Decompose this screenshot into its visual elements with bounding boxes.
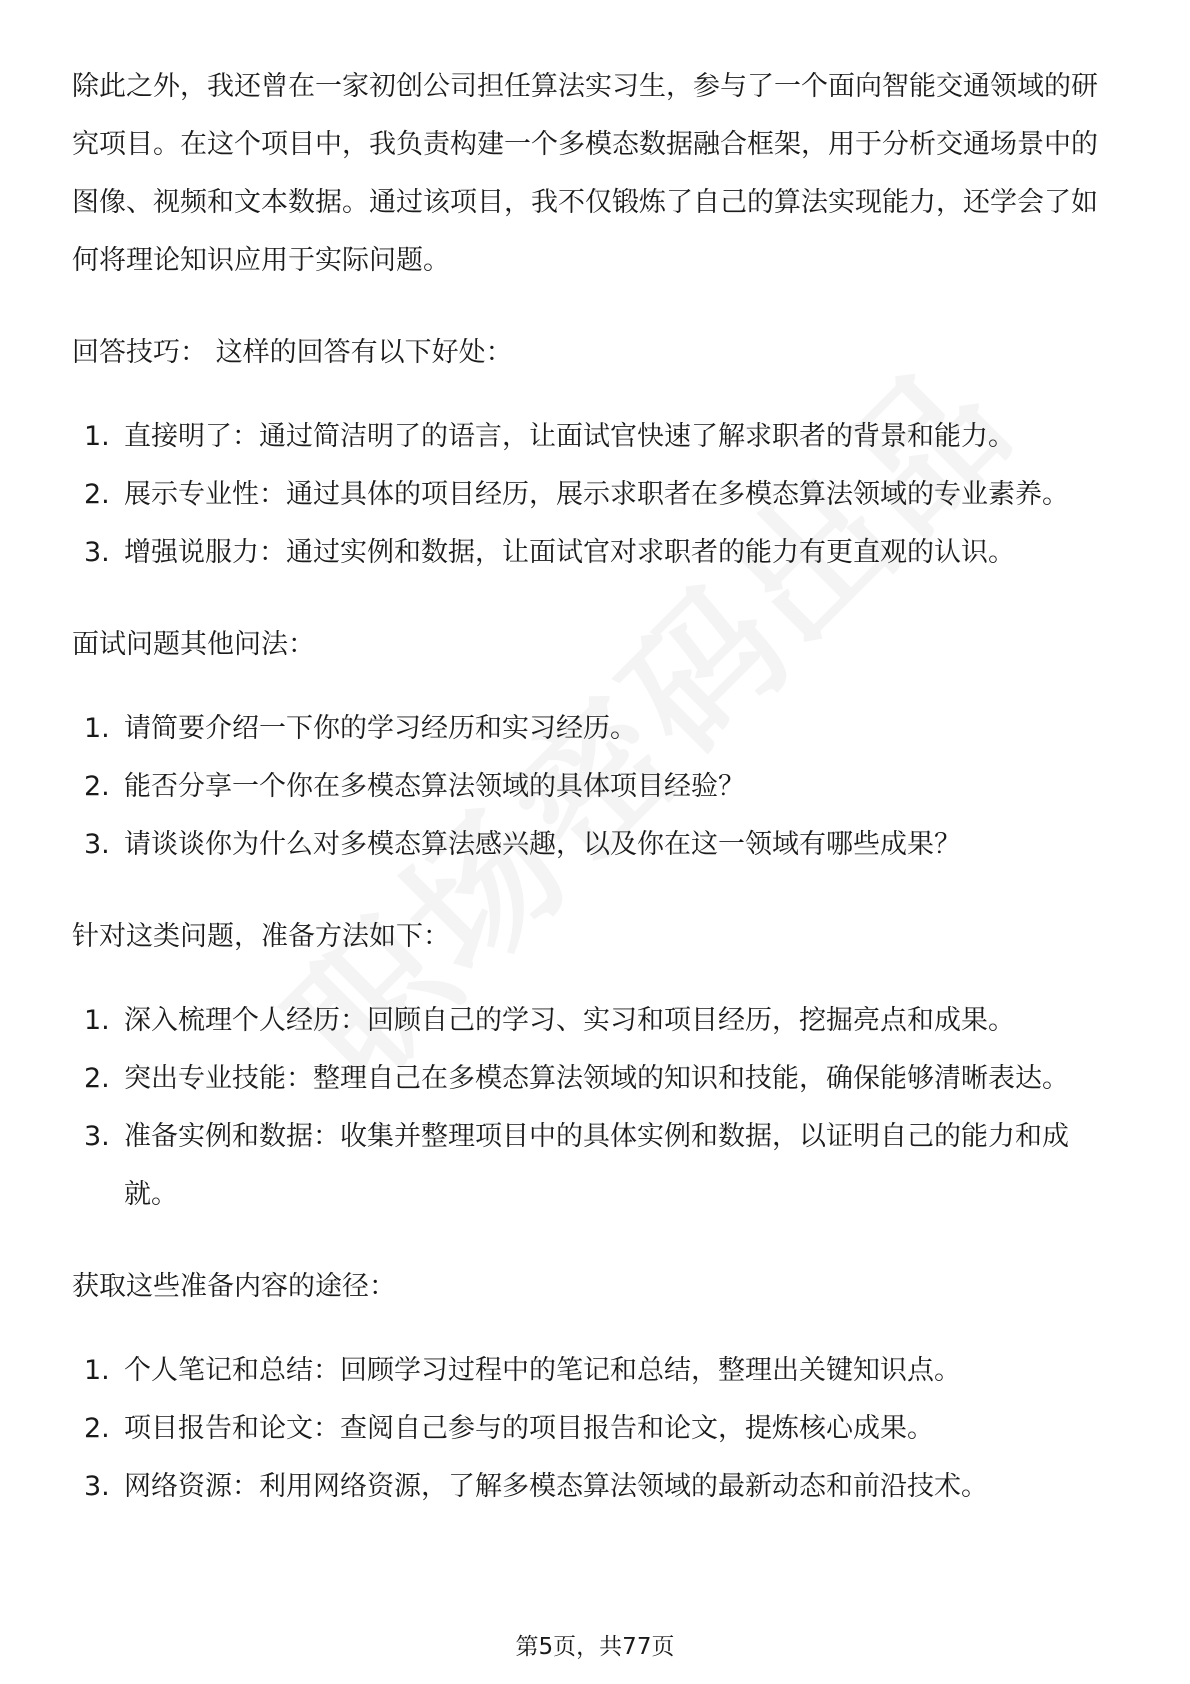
- list-item: [72, 1108, 1122, 1224]
- list-item-text: 准备实例和数据：收集并整理项目中的具体实例和数据，以证明自己的能力和成就。: [124, 1121, 1069, 1210]
- list-number: 1.: [84, 713, 110, 744]
- list-item: [72, 466, 1122, 524]
- list-item: [72, 700, 1122, 758]
- list-item: [72, 408, 1122, 466]
- list-number: 3.: [84, 1121, 110, 1152]
- list-item-text: 项目报告和论文：查阅自己参与的项目报告和论文，提炼核心成果。: [124, 1413, 934, 1444]
- list-item: [72, 758, 1122, 816]
- tips-list: [72, 408, 1122, 582]
- list-number: 2.: [84, 1413, 110, 1444]
- alternatives-heading: 面试问题其他问法：: [72, 629, 315, 660]
- list-item-text: 网络资源：利用网络资源，了解多模态算法领域的最新动态和前沿技术。: [124, 1471, 988, 1502]
- tips-heading: 回答技巧： 这样的回答有以下好处：: [72, 337, 513, 368]
- list-item: [72, 1458, 1122, 1516]
- list-number: 2.: [84, 479, 110, 510]
- list-item-text: 个人笔记和总结：回顾学习过程中的笔记和总结，整理出关键知识点。: [124, 1355, 961, 1386]
- alternatives-list: [72, 700, 1122, 874]
- list-item-text: 请谈谈你为什么对多模态算法感兴趣，以及你在这一领域有哪些成果？: [124, 829, 961, 860]
- list-number: 3.: [84, 829, 110, 860]
- page-number: 第5页，共77页: [515, 1634, 675, 1660]
- list-item-text: 增强说服力：通过实例和数据，让面试官对求职者的能力有更直观的认识。: [124, 537, 1015, 568]
- preparation-heading: 针对这类问题，准备方法如下：: [72, 921, 450, 952]
- list-item: [72, 1400, 1122, 1458]
- list-item-text: 能否分享一个你在多模态算法领域的具体项目经验？: [124, 771, 745, 802]
- list-item-text: 深入梳理个人经历：回顾自己的学习、实习和项目经历，挖掘亮点和成果。: [124, 1005, 1015, 1036]
- list-item: [72, 1050, 1122, 1108]
- list-item: [72, 816, 1122, 874]
- list-number: 2.: [84, 1063, 110, 1094]
- list-item: [72, 992, 1122, 1050]
- list-number: 1.: [84, 421, 110, 452]
- list-number: 2.: [84, 771, 110, 802]
- preparation-list: [72, 992, 1122, 1224]
- document-body: [72, 58, 1122, 1516]
- list-item: [72, 1342, 1122, 1400]
- list-item-text: 直接明了：通过简洁明了的语言，让面试官快速了解求职者的背景和能力。: [124, 421, 1015, 452]
- list-item-text: 突出专业技能：整理自己在多模态算法领域的知识和技能，确保能够清晰表达。: [124, 1063, 1069, 1094]
- sources-heading: 获取这些准备内容的途径：: [72, 1271, 396, 1302]
- list-number: 3.: [84, 1471, 110, 1502]
- sources-list: [72, 1342, 1122, 1516]
- list-item-text: 展示专业性：通过具体的项目经历，展示求职者在多模态算法领域的专业素养。: [124, 479, 1069, 510]
- list-number: 3.: [84, 537, 110, 568]
- list-number: 1.: [84, 1355, 110, 1386]
- list-item: [72, 524, 1122, 582]
- list-item-text: 请简要介绍一下你的学习经历和实习经历。: [124, 713, 637, 744]
- intro-paragraph: 除此之外，我还曾在一家初创公司担任算法实习生，参与了一个面向智能交通领域的研究项目。在这个项目中，我负责构建一个多模态数据融合框架，用于分析交通场景中的图像、视频和文本数据。通过该项目，我不仅锻炼了自己的算法实现能力，还学会了如何将理论知识应用于实际问题。: [72, 71, 1098, 276]
- list-number: 1.: [84, 1005, 110, 1036]
